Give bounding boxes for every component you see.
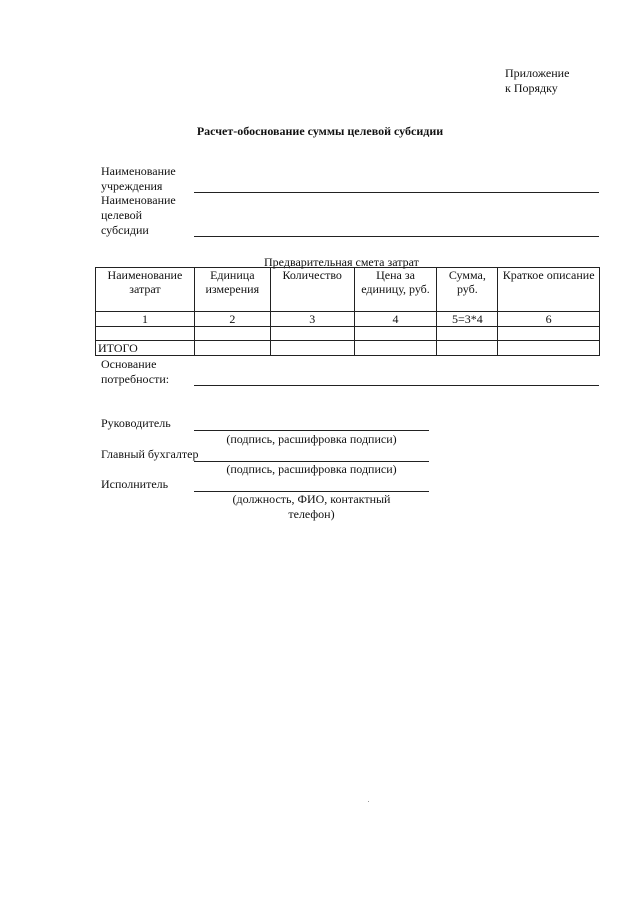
table-cell[interactable] [194, 341, 270, 356]
table-cell[interactable] [498, 327, 600, 341]
scan-speck [368, 801, 369, 802]
column-number: 4 [354, 312, 437, 327]
institution-label-line-2: учреждения [101, 179, 163, 193]
header-cost-name: Наименование затрат [96, 268, 195, 312]
table-cell[interactable] [437, 327, 498, 341]
header-unit: Единица измерения [194, 268, 270, 312]
accountant-signature-hint: (подпись, расшифровка подписи) [226, 462, 397, 476]
institution-name-line[interactable] [194, 192, 599, 193]
column-number: 6 [498, 312, 600, 327]
table-cell[interactable] [437, 341, 498, 356]
column-number-row [96, 312, 600, 327]
head-signature-hint: (подпись, расшифровка подписи) [226, 432, 397, 446]
subsidy-label [101, 193, 176, 238]
executor-label: Исполнитель [101, 477, 169, 491]
head-label: Руководитель [101, 416, 171, 430]
column-number: 5=3*4 [437, 312, 498, 327]
annex-line-2: к Порядку [505, 81, 558, 95]
executor-signature-hint: (должность, ФИО, контактный телефон) [232, 492, 391, 521]
basis-label-line-1: Основание [101, 357, 157, 371]
estimate-caption: Предварительная смета затрат [264, 255, 419, 269]
subsidy-label-line-2: целевой [101, 208, 143, 222]
subsidy-label-line-1: Наименование [101, 193, 176, 207]
annex-line-1: Приложение [505, 66, 570, 80]
institution-label-line-1: Наименование [101, 164, 176, 178]
column-number: 2 [194, 312, 270, 327]
table-cell[interactable] [270, 327, 354, 341]
table-row [96, 327, 600, 341]
accountant-label: Главный бухгалтер [101, 447, 199, 461]
header-quantity: Количество [270, 268, 354, 312]
header-description: Краткое описание [498, 268, 600, 312]
total-row [96, 341, 600, 356]
basis-label [101, 357, 169, 387]
table-cell[interactable] [354, 341, 437, 356]
basis-line[interactable] [194, 385, 599, 386]
subsidy-name-line[interactable] [194, 236, 599, 237]
basis-label-line-2: потребности: [101, 372, 170, 386]
header-unit-price: Цена за единицу, руб. [354, 268, 437, 312]
column-number: 1 [96, 312, 195, 327]
document-title: Расчет-обоснование суммы целевой субсидии [196, 124, 444, 138]
subsidy-label-line-3: субсидии [101, 223, 149, 237]
table-cell[interactable] [354, 327, 437, 341]
head-signature-line[interactable] [194, 430, 429, 431]
table-cell[interactable] [270, 341, 354, 356]
header-sum: Сумма, руб. [437, 268, 498, 312]
institution-label [101, 164, 176, 194]
annex-note [505, 66, 569, 96]
column-number: 3 [270, 312, 354, 327]
table-cell[interactable] [96, 327, 195, 341]
total-label: ИТОГО [96, 341, 195, 356]
table-cell[interactable] [498, 341, 600, 356]
table-cell[interactable] [194, 327, 270, 341]
estimate-table [95, 267, 600, 356]
estimate-header-row [96, 268, 600, 312]
